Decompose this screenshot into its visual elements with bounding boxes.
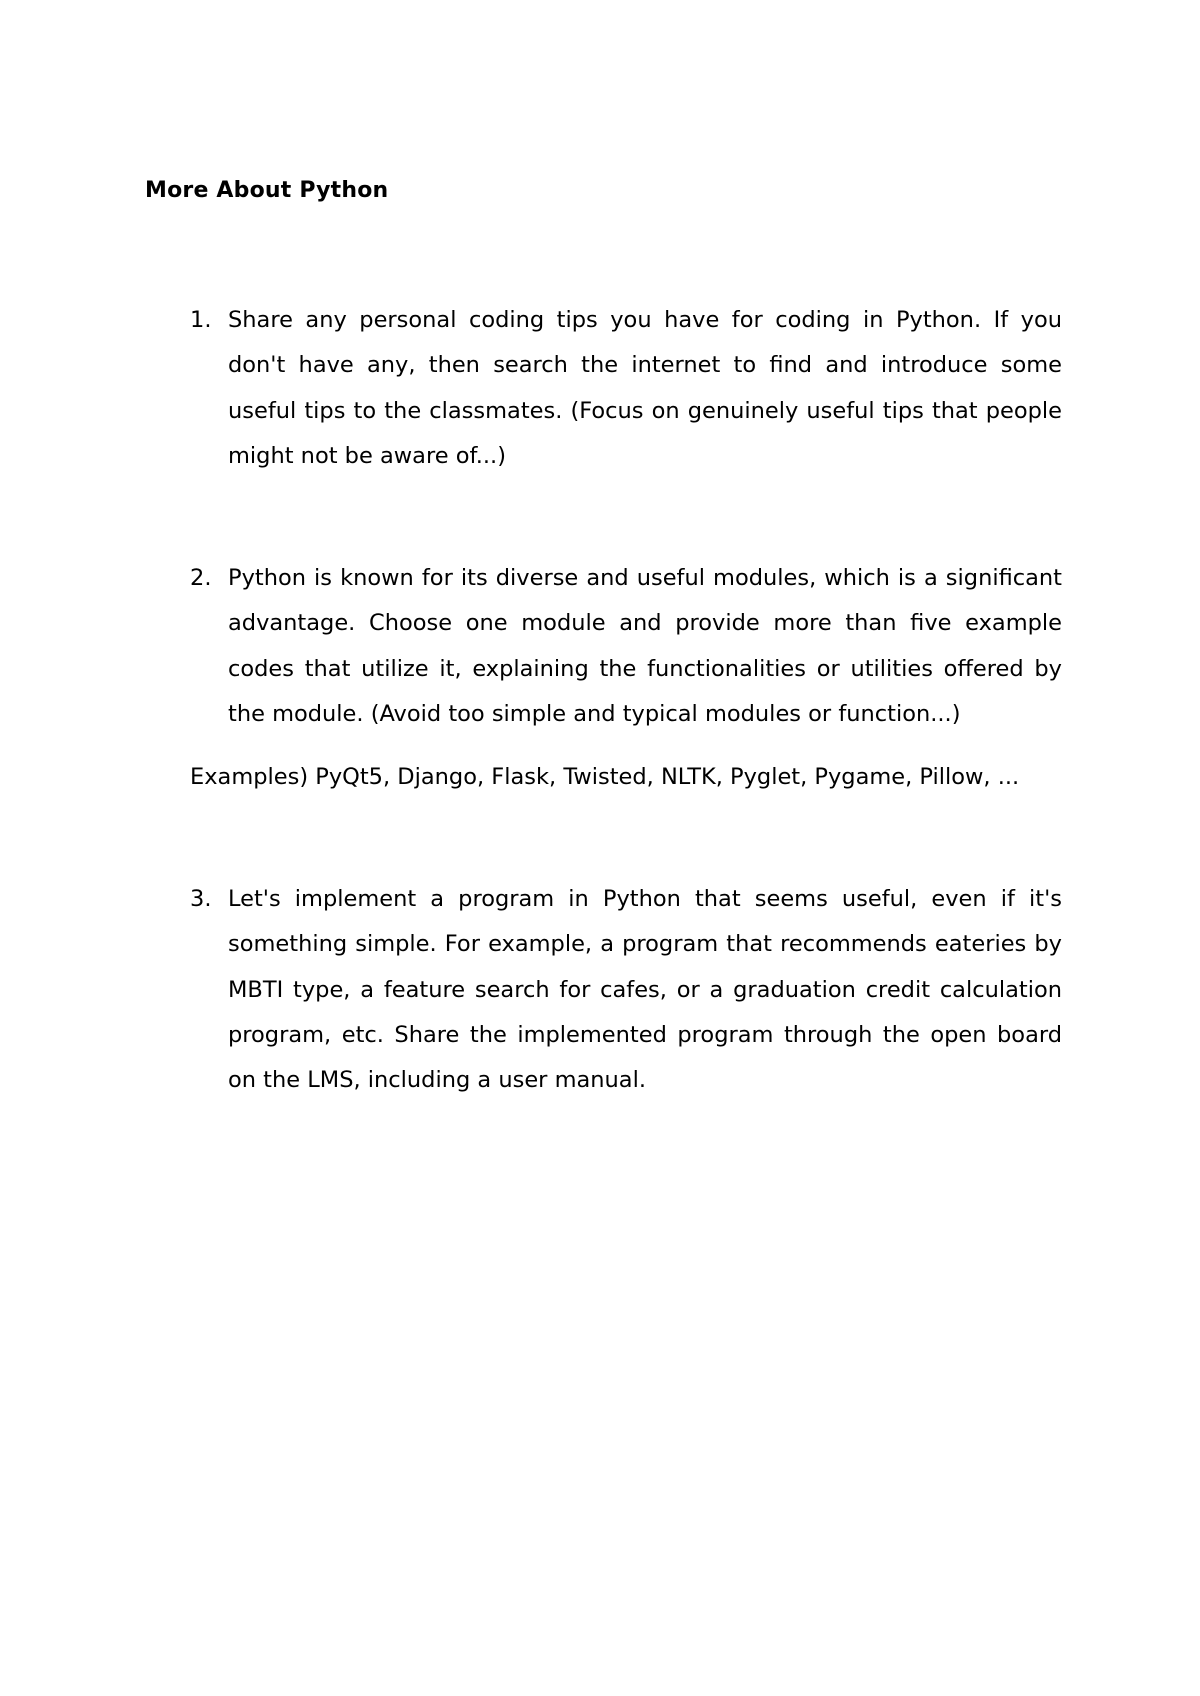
page-title: More About Python xyxy=(145,178,389,203)
list-item-number: 1. xyxy=(190,307,212,333)
list-item-text: Let's implement a program in Python that seems useful, even if it's something simple. For example, a program that recommends eateries by MBTI type, a feature search for cafes, or a graduation credit calculation program, etc. Share the implemented program through the open board on the LMS, including a user manual. xyxy=(228,886,1062,1094)
list-item-3 xyxy=(190,877,1062,1103)
list-item-2 xyxy=(190,556,1062,737)
list-item-1 xyxy=(190,298,1062,479)
list-item-text: Python is known for its diverse and useful modules, which is a significant advantage. Choose one module and provide more than five example codes that utilize it, explaining the functionalities or utilities offered by the module. (Avoid too simple and typical modules or function...) xyxy=(228,565,1062,727)
list-item-number: 3. xyxy=(190,886,212,912)
examples-line: Examples) PyQt5, Django, Flask, Twisted, NLTK, Pyglet, Pygame, Pillow, ... xyxy=(190,764,1020,790)
list-item-number: 2. xyxy=(190,565,212,591)
list-item-text: Share any personal coding tips you have for coding in Python. If you don't have any, then search the internet to find and introduce some useful tips to the classmates. (Focus on genuinely useful tips that people might not be aware of...) xyxy=(228,307,1062,469)
